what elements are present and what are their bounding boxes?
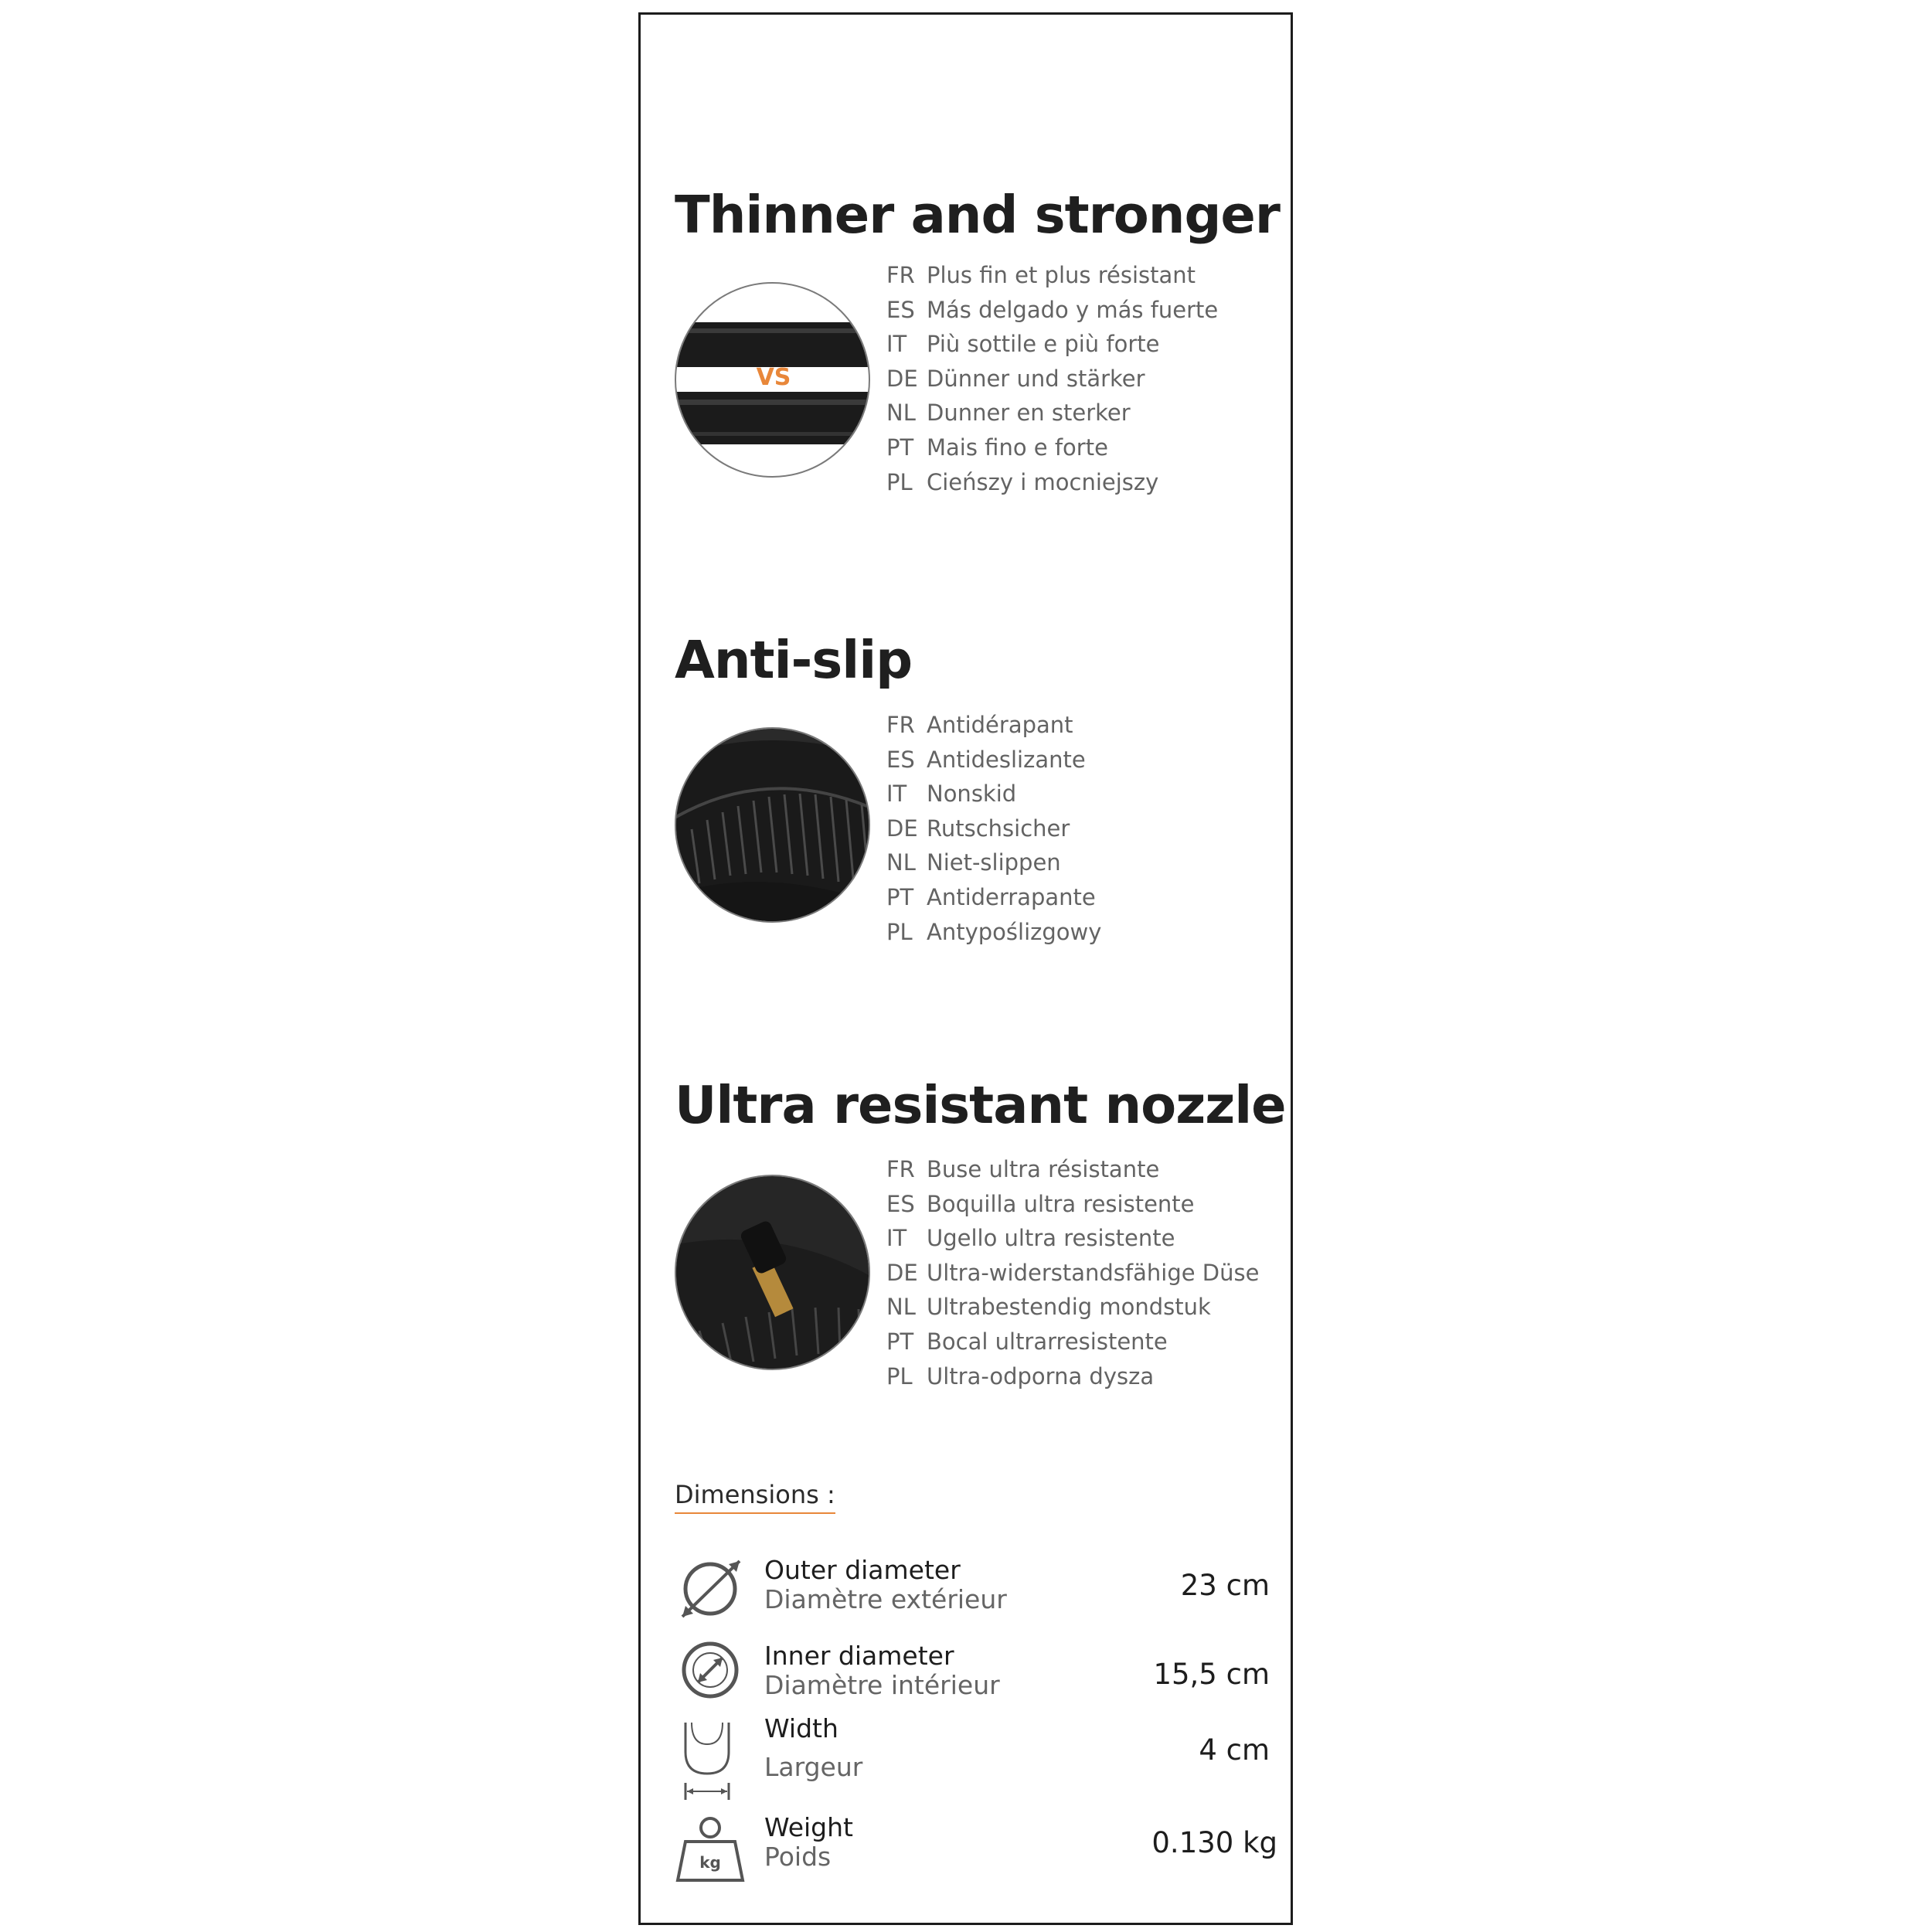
dimension-value: 4 cm: [1199, 1733, 1270, 1767]
translation-item: NL Dunner en sterker: [886, 400, 1131, 427]
dimension-label: Width: [764, 1713, 838, 1743]
vs-badge: VS: [756, 364, 791, 391]
dimension-label: Inner diameter: [764, 1641, 954, 1671]
product-info-panel: [638, 12, 1293, 1925]
dimensions-title: Dimensions :: [675, 1480, 835, 1514]
dimension-sublabel: Diamètre intérieur: [764, 1670, 1000, 1700]
translation-item: PT Bocal ultrarresistente: [886, 1328, 1168, 1355]
translation-item: FR Buse ultra résistante: [886, 1156, 1160, 1182]
translation-item: PL Cieńszy i mocniejszy: [886, 468, 1159, 495]
section-title-anti-slip: Anti-slip: [675, 630, 913, 690]
width-icon: [675, 1713, 749, 1804]
dimension-sublabel: Poids: [764, 1842, 832, 1872]
translation-item: DE Rutschsicher: [886, 815, 1070, 842]
section-title-nozzle: Ultra resistant nozzle: [675, 1075, 1286, 1135]
translation-item: PT Antiderrapante: [886, 883, 1096, 910]
translations-list-nozzle: [886, 1152, 1259, 1393]
translation-item: ES Boquilla ultra resistente: [886, 1190, 1195, 1217]
dimension-sublabel: Diamètre extérieur: [764, 1584, 1007, 1614]
dimension-value: 0.130 kg: [1151, 1826, 1277, 1859]
tube-comparison-image: [675, 282, 870, 478]
translation-item: FR Plus fin et plus résistant: [886, 262, 1196, 288]
dimension-label: Weight: [764, 1812, 853, 1842]
dimension-value: 15,5 cm: [1153, 1658, 1270, 1691]
translation-item: FR Antidérapant: [886, 712, 1073, 738]
dimension-row-outer-diameter: [675, 1555, 1270, 1632]
dimension-value: 23 cm: [1180, 1569, 1270, 1602]
dimension-row-inner-diameter: [675, 1641, 1270, 1718]
dimension-row-width: [675, 1713, 1270, 1804]
svg-text:kg: kg: [699, 1853, 721, 1872]
dimension-label: Outer diameter: [764, 1555, 961, 1585]
translation-item: IT Ugello ultra resistente: [886, 1225, 1175, 1252]
dimension-row-weight: [675, 1812, 1277, 1889]
translations-list-anti-slip: [886, 708, 1101, 949]
translations-list-thinner: [886, 258, 1218, 499]
translation-item: IT Più sottile e più forte: [886, 331, 1160, 358]
translation-item: ES Más delgado y más fuerte: [886, 296, 1219, 323]
weight-icon: [675, 1812, 749, 1889]
tube-valve-image: [675, 1175, 870, 1370]
translation-item: IT Nonskid: [886, 781, 1017, 808]
section-title-thinner: Thinner and stronger: [675, 185, 1280, 245]
outer-diameter-icon: [675, 1555, 749, 1632]
translation-item: ES Antideslizante: [886, 746, 1086, 773]
translation-item: PL Ultra-odporna dysza: [886, 1362, 1155, 1389]
translation-item: NL Ultrabestendig mondstuk: [886, 1294, 1211, 1321]
translation-item: PL Antypoślizgowy: [886, 918, 1102, 945]
translation-item: DE Dünner und stärker: [886, 365, 1145, 392]
dimension-sublabel: Largeur: [764, 1752, 863, 1782]
inner-diameter-icon: [675, 1641, 749, 1718]
translation-item: DE Ultra-widerstandsfähige Düse: [886, 1259, 1260, 1286]
tube-texture-image: [675, 727, 870, 923]
translation-item: NL Niet-slippen: [886, 849, 1061, 876]
translation-item: PT Mais fino e forte: [886, 434, 1108, 461]
